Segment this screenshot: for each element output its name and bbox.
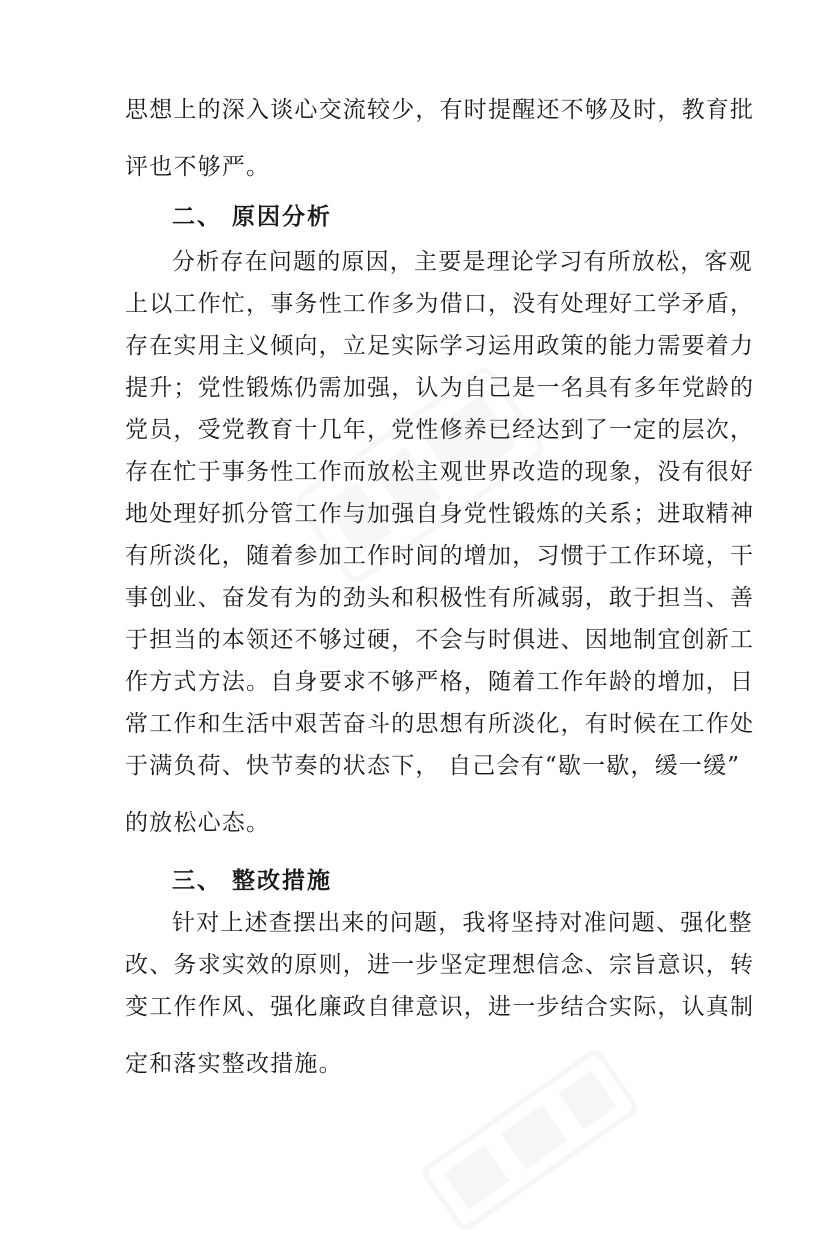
paragraph-line: 上以工作忙，事务性工作多为借口，没有处理好工学矛盾， xyxy=(125,291,755,317)
paragraph-line: 存在忙于事务性工作而放松主观世界改造的现象，没有很好 xyxy=(125,459,755,485)
section-heading-cause-analysis: 二、 原因分析 xyxy=(172,204,333,230)
paragraph-line: 作方式方法。自身要求不够严格，随着工作年龄的增加，日 xyxy=(125,669,755,695)
paragraph-line: 评也不够严。 xyxy=(125,154,271,180)
paragraph-line: 分析存在问题的原因，主要是理论学习有所放松，客观 xyxy=(172,249,753,275)
paragraph-line: 于担当的本领还不够过硬，不会与时俱进、因地制宜创新工 xyxy=(125,627,755,653)
paragraph-line: 提升；党性锻炼仍需加强，认为自己是一名具有多年党龄的 xyxy=(125,375,755,401)
paragraph-line: 改、务求实效的原则，进一步坚定理想信念、宗旨意识，转 xyxy=(125,952,755,978)
paragraph-line: 针对上述查摆出来的问题，我将坚持对准问题、强化整 xyxy=(172,910,753,936)
paragraph-line: 地处理好抓分管工作与加强自身党性锻炼的关系；进取精神 xyxy=(125,501,755,527)
paragraph-line: 存在实用主义倾向，立足实际学习运用政策的能力需要着力 xyxy=(125,333,755,359)
paragraph-line: 思想上的深入谈心交流较少，有时提醒还不够及时，教育批 xyxy=(125,97,755,123)
paragraph-line: 常工作和生活中艰苦奋斗的思想有所淡化，有时候在工作处 xyxy=(125,711,755,737)
watermark-stamp-icon xyxy=(417,1044,643,1236)
paragraph-line: 事创业、奋发有为的劲头和积极性有所减弱，敢于担当、善 xyxy=(125,585,755,611)
paragraph-line: 定和落实整改措施。 xyxy=(125,1051,343,1077)
paragraph-line: 党员，受党教育十几年，党性修养已经达到了一定的层次， xyxy=(125,417,755,443)
paragraph-line: 变工作作风、强化廉政自律意识，进一步结合实际，认真制 xyxy=(125,994,755,1020)
paragraph-line: 于满负荷、快节奏的状态下， 自己会有“歇一歇，缓一缓” xyxy=(125,753,741,779)
paragraph-line: 的放松心态。 xyxy=(125,810,271,836)
section-heading-rectification-measures: 三、 整改措施 xyxy=(172,868,333,894)
paragraph-line: 有所淡化，随着参加工作时间的增加，习惯于工作环境，干 xyxy=(125,543,755,569)
